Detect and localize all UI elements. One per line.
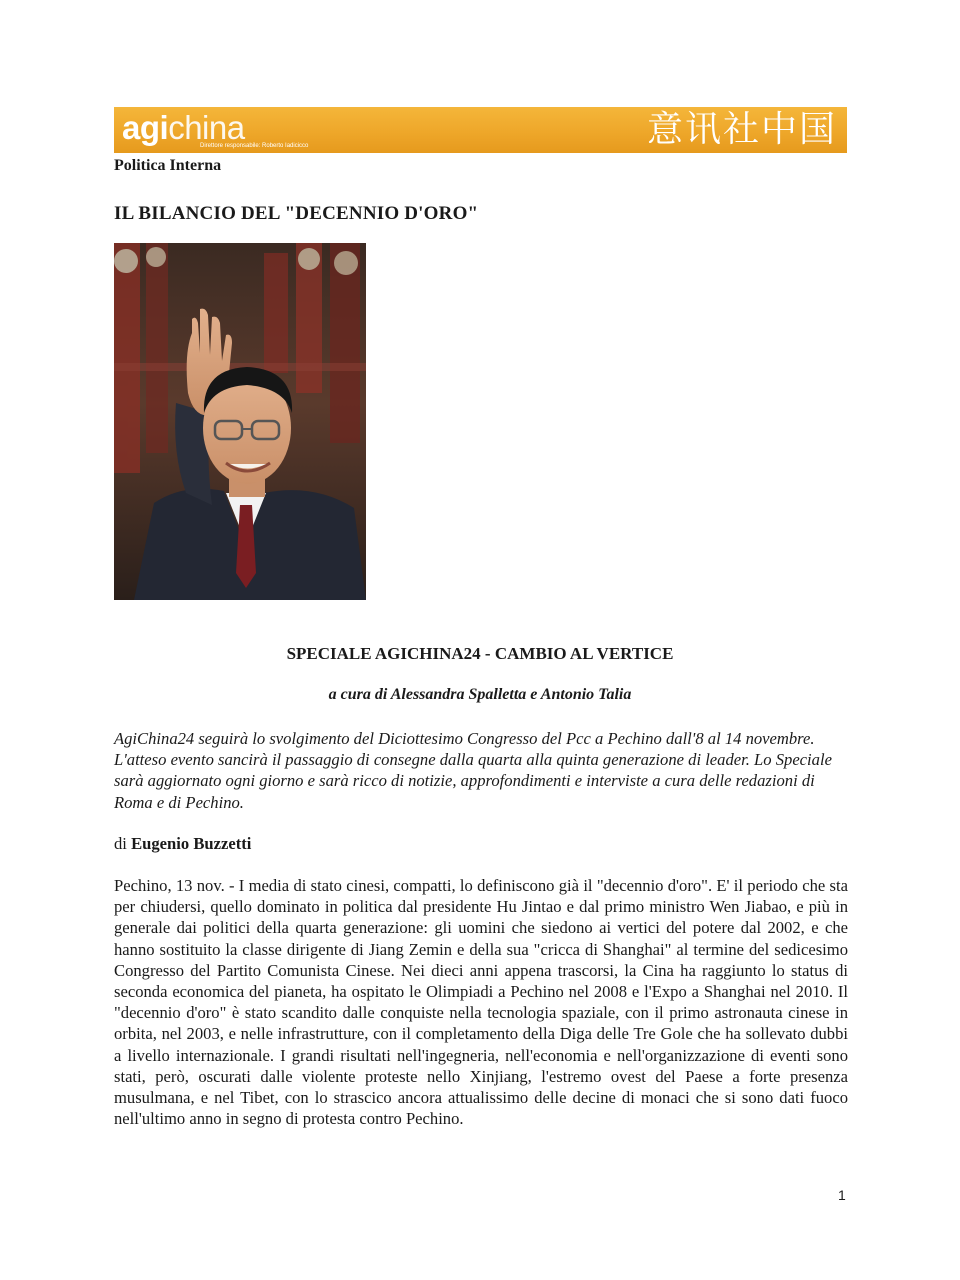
article-intro: AgiChina24 seguirà lo svolgimento del Diciottesimo Congresso del Pcc a Pechino dall'8 al 14 novembre. L'atteso evento sancirà il passaggio di consegne dalla quarta alla quinta generazione di leader. Lo Speciale sarà aggiornato ogni giorno e sarà ricco di notizie, approfondimenti e interviste a cura delle redazioni di Roma e di Pechino. [114,729,832,812]
page-number: 1 [838,1187,846,1203]
special-title-text: SPECIALE AGICHINA24 - CAMBIO AL VERTICE [286,644,674,663]
agichina-header-banner [114,107,847,153]
special-title [0,644,960,664]
logo-agi-text: agi [122,109,169,146]
article-headline: IL BILANCIO DEL "DECENNIO D'ORO" [114,203,479,224]
chinese-title: 意讯社中国 [646,109,837,150]
logo-china-text: china [168,109,245,146]
author-name: Eugenio Buzzetti [131,834,252,853]
author-prefix: di [114,834,127,853]
article-photo [114,243,366,600]
section-label: Politica Interna [114,157,222,174]
article-body: Pechino, 13 nov. - I media di stato cinesi, compatti, lo definiscono già il "decennio d'oro". E' il periodo che sta per chiudersi, quello dominato in politica dal presidente Hu Jintao e dal primo ministro Wen Jiabao, e più in generale dai politici della quarta generazione: gli uomini che siedono ai vertici del potere dal 2002, e che hanno sostituito la classe dirigente di Jiang Zemin e della sua "cricca di Shanghai" al termine del sedicesimo Congresso del Partito Comunista Cinese. Nei dieci anni appena trascorsi, la Cina ha raggiunto lo status di seconda economica del pianeta, ha ospitato le Olimpiadi a Pechino nel 2008 e l'Expo a Shanghai nel 2010. Il "decennio d'oro" è stato scandito dalle conquiste nella tecnologia spaziale, con il primo astronauta cinese in orbita, nel 2003, e nelle infrastrutture, con il completamento della Diga delle Tre Gole che ha sollevato dubbi a livello internazionale. I grandi risultati nell'ingegneria, nell'economia e nell'organizzazione di eventi sono stati, però, oscurati dalle violente proteste nello Xinjiang, l'estremo ovest del Paese a forte presenza musulmana, e nel Tibet, con lo strascico ancora attualissimo delle decine di monaci che si sono dati fuoco nell'ultimo anno in segno di protesta contro Pechino. [114,876,848,1129]
author-line [114,834,251,854]
logo-subtitle: Direttore responsabile: Roberto Iadicicco [200,143,309,149]
article-byline: a cura di Alessandra Spalletta e Antonio Talia [328,686,632,703]
agichina-logo [122,110,245,146]
